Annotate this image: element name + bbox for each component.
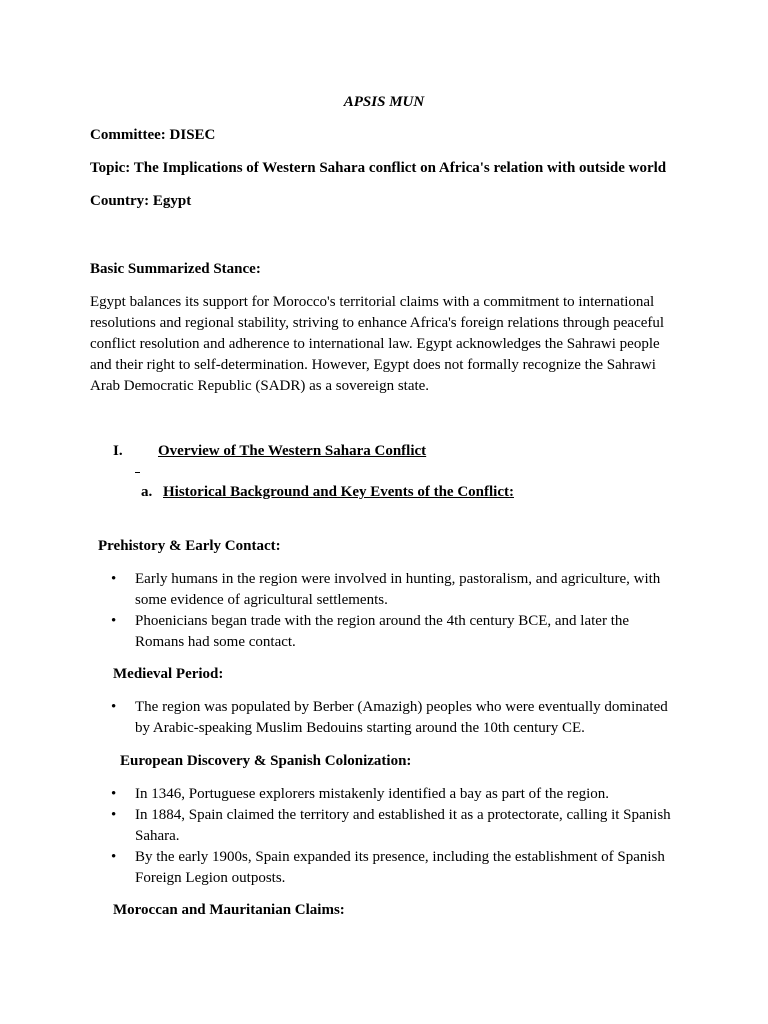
list-item: • By the early 1900s, Spain expanded its presence, including the establishment of Spanish Foreign Legion outposts. xyxy=(111,849,665,886)
section-numeral: I. xyxy=(113,443,123,459)
country-line: Country: Egypt xyxy=(90,193,192,209)
committee-line: Committee: DISEC xyxy=(90,127,216,143)
list-item: • In 1884, Spain claimed the territory and established it as a protectorate, calling it Spanish Sahara. xyxy=(111,807,671,844)
document-title: APSIS MUN xyxy=(343,94,425,110)
european-list xyxy=(90,784,680,889)
subsection-letter: a. xyxy=(141,484,153,500)
prehistory-list xyxy=(90,569,680,653)
list-item: • Early humans in the region were involved in hunting, pastoralism, and agriculture, with some evidence of agricultural settlements. xyxy=(111,571,661,608)
medieval-heading: Medieval Period: xyxy=(113,666,224,682)
moroccan-heading: Moroccan and Mauritanian Claims: xyxy=(113,902,345,918)
bullet-icon: • xyxy=(111,849,117,865)
list-item: • In 1346, Portuguese explorers mistakenly identified a bay as part of the region. xyxy=(90,784,680,805)
bullet-icon: • xyxy=(111,786,117,802)
list-item: • Phoenicians began trade with the region around the 4th century BCE, and later the Romans had some contact. xyxy=(111,613,630,650)
european-heading: European Discovery & Spanish Colonization: xyxy=(120,753,412,769)
list-item: • The region was populated by Berber (Amazigh) peoples who were eventually dominated by Arabic-speaking Muslim Bedouins starting around the 10th century CE. xyxy=(111,699,668,736)
medieval-list xyxy=(90,697,680,739)
stance-paragraph: Egypt balances its support for Morocco's territorial claims with a commitment to international resolutions and regional stability, striving to enhance Africa's foreign relations through peaceful conflict resolution and adherence to international law. Egypt acknowledges the Sahrawi people and their right to self-determination. However, Egypt does not formally recognize the Sahrawi Arab Democratic Republic (SADR) as a sovereign state. xyxy=(90,294,665,394)
stance-heading: Basic Summarized Stance: xyxy=(90,261,261,277)
section-heading: Overview of The Western Sahara Conflict xyxy=(158,443,427,459)
prehistory-heading: Prehistory & Early Contact: xyxy=(98,538,281,554)
subsection-heading: Historical Background and Key Events of the Conflict: xyxy=(163,484,514,500)
bullet-icon: • xyxy=(111,613,117,629)
stray-dash xyxy=(135,472,140,473)
bullet-icon: • xyxy=(111,807,117,823)
bullet-icon: • xyxy=(111,699,117,715)
topic-line: Topic: The Implications of Western Sahara conflict on Africa's relation with outside world xyxy=(90,160,667,176)
bullet-icon: • xyxy=(111,571,117,587)
